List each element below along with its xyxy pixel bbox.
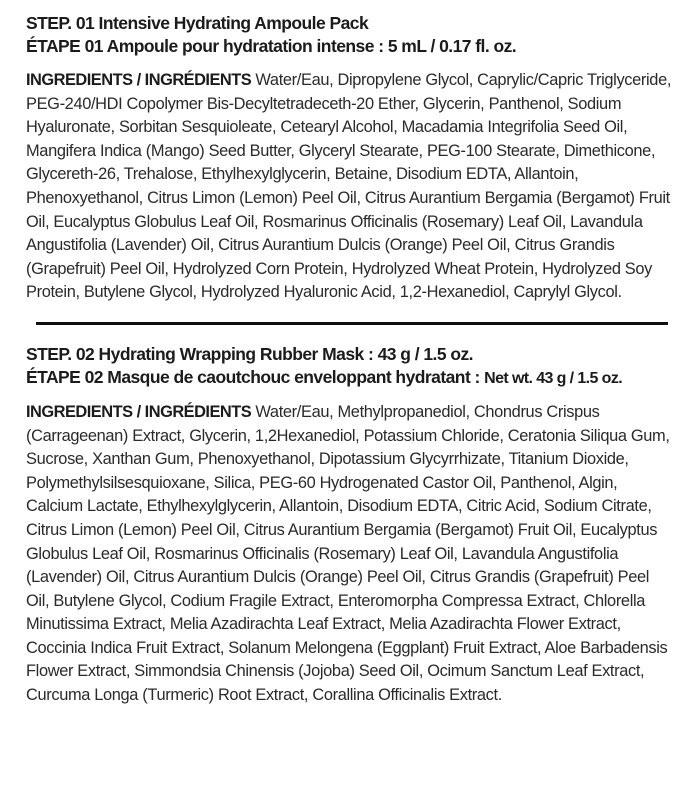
step-02-net-weight: Net wt. 43 g / 1.5 oz.	[484, 369, 623, 387]
step-01-ingredients-list: Water/Eau, Dipropylene Glycol, Caprylic/Capric Triglyceride, PEG-240/HDI Copolymer Bis-Decyltetradeceth-20 Ether, Glycerin, Panthenol, Sodium Hyaluronate, Sorbitan Sesquioleate, Cetearyl Alcohol, Macadamia Integrifolia Seed Oil, Mangifera Indica (Mango) Seed Butter, Glyceryl Stearate, PEG-100 Stearate, Dimethicone, Glycereth-26, Trehalose, Ethylhexylglycerin, Betaine, Disodium EDTA, Allantoin, Phenoxyethanol, Citrus Limon (Lemon) Peel Oil, Citrus Aurantium Bergamia (Bergamot) Fruit Oil, Eucalyptus Globulus Leaf Oil, Rosmarinus Officinalis (Rosemary) Leaf Oil, Lavandula Angustifolia (Lavender) Oil, Citrus Aurantium Dulcis (Orange) Peel Oil, Citrus Grandis (Grapefruit) Peel Oil, Hydrolyzed Corn Protein, Hydrolyzed Wheat Protein, Hydrolyzed Soy Protein, Butylene Glycol, Hydrolyzed Hyaluronic Acid, 1,2-Hexanediol, Caprylyl Glycol.	[26, 71, 672, 302]
step-01-ingredients-label: INGREDIENTS / INGRÉDIENTS	[26, 71, 252, 89]
step-02-section	[26, 343, 676, 708]
step-01-section	[26, 12, 676, 305]
step-01-title-fr: ÉTAPE 01 Ampoule pour hydratation intense : 5 mL / 0.17 fl. oz.	[26, 36, 517, 56]
step-02-title-fr-main: ÉTAPE 02 Masque de caoutchouc enveloppant hydratant :	[26, 366, 480, 387]
step-02-title-en: STEP. 02 Hydrating Wrapping Rubber Mask : 43 g / 1.5 oz.	[26, 343, 473, 364]
step-02-ingredients	[26, 401, 676, 708]
step-01-title-en: STEP. 01 Intensive Hydrating Ampoule Pack	[26, 13, 369, 33]
step-02-ingredients-label: INGREDIENTS / INGRÉDIENTS	[26, 402, 252, 421]
step-01-ingredients	[26, 69, 676, 305]
step-02-title-fr	[26, 366, 676, 390]
section-divider	[36, 322, 668, 325]
step-02-ingredients-list: Water/Eau, Methylpropanediol, Chondrus Crispus (Carrageenan) Extract, Glycerin, 1,2Hexanediol, Potassium Chloride, Ceratonia Siliqua Gum, Sucrose, Xanthan Gum, Phenoxyethanol, Dipotassium Glycyrrhizate, Titanium Dioxide, Polymethylsilsesquioxane, Silica, PEG-60 Hydrogenated Castor Oil, Panthenol, Algin, Calcium Lactate, Ethylhexylglycerin, Allantoin, Disodium EDTA, Citric Acid, Sodium Citrate, Citrus Limon (Lemon) Peel Oil, Citrus Aurantium Bergamia (Bergamot) Fruit Oil, Eucalyptus Globulus Leaf Oil, Rosmarinus Officinalis (Rosemary) Leaf Oil, Lavandula Angustifolia (Lavender) Oil, Citrus Aurantium Dulcis (Orange) Peel Oil, Citrus Grandis (Grapefruit) Peel Oil, Butylene Glycol, Codium Fragile Extract, Enteromorpha Compressa Extract, Chlorella Minutissima Extract, Melia Azadirachta Leaf Extract, Melia Azadirachta Flower Extract, Coccinia Indica Fruit Extract, Solanum Melongena (Eggplant) Fruit Extract, Aloe Barbadensis Flower Extract, Simmondsia Chinensis (Jojoba) Seed Oil, Ocimum Sanctum Leaf Extract, Curcuma Longa (Turmeric) Root Extract, Corallina Officinalis Extract.	[26, 402, 670, 705]
